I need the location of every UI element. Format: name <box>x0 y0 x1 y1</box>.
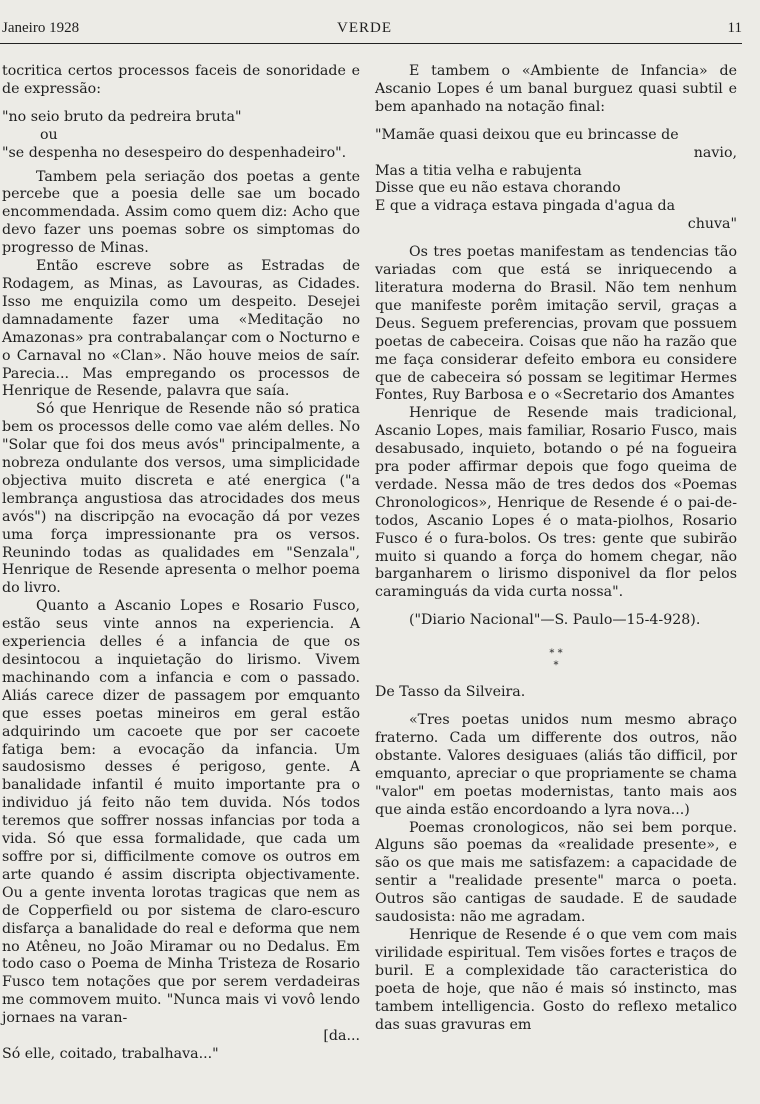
verse-line: Mas a titia velha e rabujenta <box>375 162 582 179</box>
paragraph: E tambem o «Ambiente de Infancia» de Ascanio Lopes é um banal burguez quasi subtil e bem apanhado na notação final: <box>375 63 737 115</box>
paragraph: «Tres poetas unidos num mesmo abraço fraterno. Cada um differente dos outros, não obstante. Valores desiguaes (aliás tão difficil, por emquanto, apreciar o que propriamente se chama "valor" em poetas modernistas, tanto mais aos que ainda estão encordoando a lyra nova...) <box>375 712 737 818</box>
section-heading: De Tasso da Silveira. <box>375 684 526 701</box>
page-header <box>0 20 742 42</box>
section-separator: * * * <box>549 648 563 672</box>
paragraph: Henrique de Resende mais tradicional, Ascanio Lopes, mais familiar, Rosario Fusco, mais desabusado, inquieto, botando o pé na fogueira pra poder affirmar depois que fogo queima de verdade. Nessa mão de tres dedos dos «Poemas Chronologicos», Henrique de Resende é o pai-de-todos, Ascanio Lopes é o mata-piolhos, Rosario Fusco é o fura-bolos. Os tres: gente que subirão muito si quando a força do homem chegar, não barganharem o lirismo disponivel da flor pelos caraminguás da vida curta nossa". <box>375 405 737 601</box>
quote-line: [da... <box>323 1028 360 1045</box>
verse-line: chuva" <box>687 216 737 233</box>
verse-line: E que a vidraça estava pingada d'agua da <box>375 198 676 215</box>
paragraph: tocritica certos processos faceis de sonoridade e de expressão: <box>2 63 360 97</box>
quote-line: ou <box>40 126 58 143</box>
paragraph: Poemas cronologicos, não sei bem porque. Alguns são poemas da «realidade presente», e são os que mais me satisfazem: a capacidade de sentir a "realidade presente" marca o poeta. Outros são cantigas de saudade. E de saudade saudosista: não me agradam. <box>375 819 737 926</box>
quote-line: "no seio bruto da pedreira bruta" <box>2 108 242 125</box>
left-column <box>2 63 360 1064</box>
paragraph: Henrique de Resende é o que vem com mais virilidade espiritual. Tem visões fortes e traços de buril. E a complexidade tão caracteristica do poeta de hoje, que não é mais só instincto, mas tambem intelligencia. Gosto do reflexo metalico das suas gravuras em <box>375 926 737 1033</box>
paragraph: Então escreve sobre as Estradas de Rodagem, as Minas, as Lavouras, as Cidades. Isso me enquizila como um despeito. Desejei damnadamente fazer uma «Meditação no Amazonas» pra contrabalançar com o Nocturno e o Carnaval no «Clan». Não houve meios de saír. Parecia... Mas empregando os processos de Henrique de Resende, palavra que saía. <box>2 258 360 400</box>
magazine-title: VERDE <box>337 20 392 36</box>
verse-line: Disse que eu não estava chorando <box>375 180 621 197</box>
verse-line: navio, <box>693 144 737 161</box>
citation: ("Diario Nacional"—S. Paulo—15-4-928). <box>409 612 701 629</box>
quote-line: "se despenha no desespeiro do despenhadeiro". <box>2 144 347 161</box>
paragraph: Tambem pela seriação dos poetas a gente percebe que a poesia delle sae um bocado encommendada. Assim como quem diz: Acho que devo fazer uns poemas sobre os simptomas do progresso de Minas. <box>2 168 360 257</box>
issue-date: Janeiro 1928 <box>2 20 80 36</box>
paragraph: Quanto a Ascanio Lopes e Rosario Fusco, estão seus vinte annos na experiencia. A experiencia delles é a infancia de que os desintocou a inquietação do lirismo. Vivem machinando com a infancia e com o passado. Aliás carece dizer de passagem por emquanto que esses poetas mineiros em geral estão adquirindo um cacoete que por ser cacoete fatiga bem: a evocação da infancia. Um saudosismo desses é perigoso, gente. A banalidade infantil é muito importante pra o individuo já feito não tem duvida. Nós todos teremos que soffrer nossas infancias por toda a vida. Só que essa formalidade, que cada um soffre por si, difficilmente comove os outros em arte quando é assim discripta objectivamente. Ou a gente inventa lorotas tragicas que nem as de Copperfield ou por sistema de claro-escuro disfarça a banalidade do real e deforma que nem no Atêneu, no João Miramar ou no Dedalus. Em todo caso o Poema de Minha Tristeza de Rosario Fusco tem notações que por serem verdadeiras me commovem muito. "Nunca mais vi vovô lendo jornaes na varan- <box>2 598 360 1027</box>
right-column <box>375 63 737 1034</box>
verse-line: "Mamãe quasi deixou que eu brincasse de <box>375 126 679 143</box>
quote-line: Só elle, coitado, trabalhava..." <box>2 1045 219 1062</box>
page-number: 11 <box>727 20 742 36</box>
paragraph: Os tres poetas manifestam as tendencias tão variadas com que está se inriquecendo a literatura moderna do Brasil. Não tem nenhum que manifeste porêm imitação servil, graças a Deus. Seguem preferencias, provam que possuem poetas de cabeceira. Coisas que não ha razão que me faça considerar defeito embora eu considere que de cabeceira só possam se legitimar Hermes Fontes, Ruy Barbosa e o «Secretario dos Amantes <box>375 244 737 404</box>
paragraph: Só que Henrique de Resende não só pratica bem os processos delle como vae além delles. No "Solar que foi dos meus avós" principalmente, a nobreza ondulante dos versos, uma simplicidade objectiva muito discreta e até energica ("a lembrança angustiosa das atrocidades dos meus avós") na discripção na evocação dá por vezes uma força impressionante pra os versos. Reunindo todas as qualidades em "Senzala", Henrique de Resende apresenta o melhor poema do livro. <box>2 401 360 597</box>
header-rule <box>0 43 742 44</box>
